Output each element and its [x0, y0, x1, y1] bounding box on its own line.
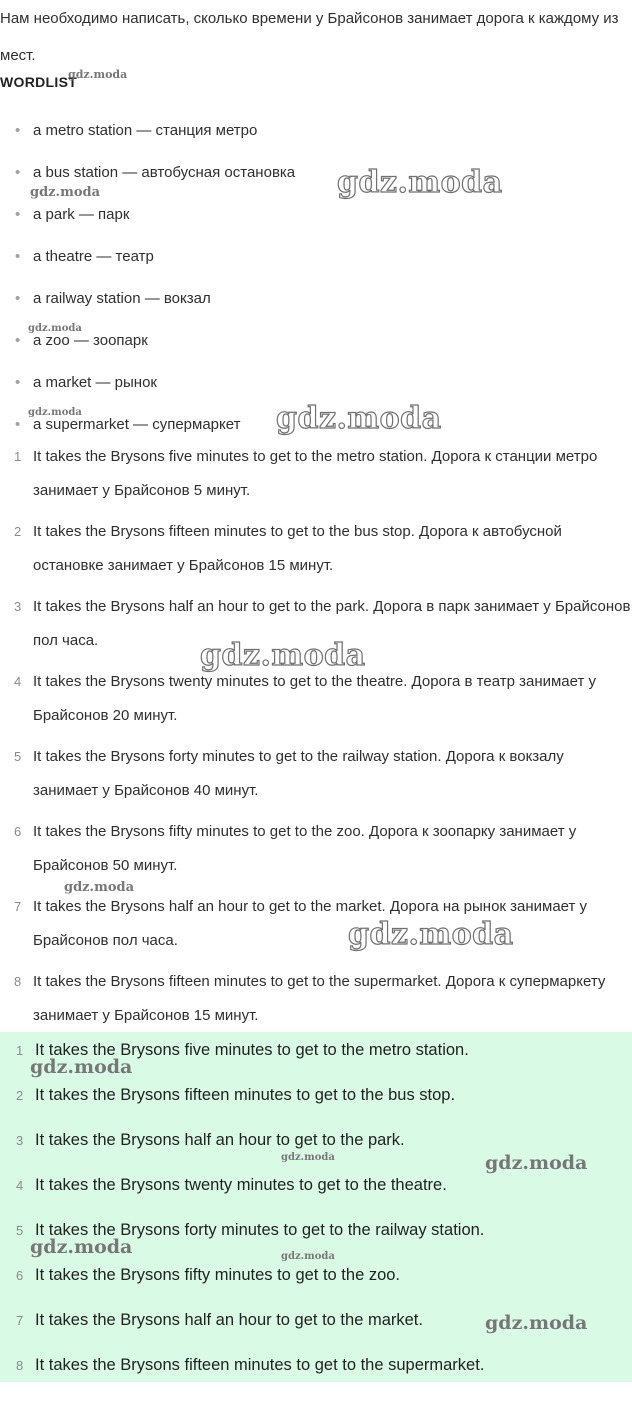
wordlist-item: • a park — парк [15, 206, 130, 223]
watermark: gdz.moda [30, 185, 101, 200]
watermark: gdz.moda [200, 638, 366, 673]
bullet-icon: • [15, 164, 21, 181]
watermark: gdz.moda [281, 1251, 335, 1262]
answer-item: 5 It takes the Brysons forty minutes to get to the railway station. [16, 1221, 485, 1239]
item-number: 5 [16, 1223, 24, 1238]
sentence-item: 1 It takes the Brysons five minutes to get to the metro station. Дорога к станции метро занимает у Брайсонов 5 минут. [33, 440, 631, 508]
wordlist-item: • a metro station — станция метро [15, 122, 258, 139]
sentence-item: 7 It takes the Brysons half an hour to get to the market. Дорога на рынок занимает у Брайсонов пол часа. [33, 890, 631, 958]
item-number: 3 [16, 1133, 24, 1148]
watermark: gdz.moda [485, 1312, 588, 1334]
bullet-icon: • [15, 122, 21, 139]
bullet-icon: • [15, 332, 21, 349]
item-number: 2 [14, 524, 22, 539]
answer-item: 2 It takes the Brysons fifteen minutes to get to the bus stop. [16, 1086, 456, 1104]
answer-item: 8 It takes the Brysons fifteen minutes to get to the supermarket. [16, 1356, 485, 1374]
watermark: gdz.moda [348, 917, 514, 952]
wordlist-item: • a supermarket — супермаркет [15, 416, 241, 433]
watermark: gdz.moda [281, 1152, 335, 1163]
wordlist-item: • a market — рынок [15, 374, 157, 391]
item-number: 4 [14, 674, 22, 689]
watermark: gdz.moda [28, 323, 82, 334]
wordlist-item: • a railway station — вокзал [15, 290, 211, 307]
watermark: gdz.moda [276, 401, 442, 436]
item-number: 7 [16, 1313, 24, 1328]
wordlist-item: • a bus station — автобусная остановка [15, 164, 296, 181]
item-number: 6 [14, 824, 22, 839]
watermark: gdz.moda [28, 407, 82, 418]
wordlist-item: • a zoo — зоопарк [15, 332, 148, 349]
sentence-item: 6 It takes the Brysons fifty minutes to get to the zoo. Дорога к зоопарку занимает у Брайсонов 50 минут. [33, 815, 631, 883]
watermark: gdz.moda [64, 880, 135, 895]
answer-item: 3 It takes the Brysons half an hour to get to the park. [16, 1131, 405, 1149]
watermark: gdz.moda [30, 1236, 133, 1258]
bullet-icon: • [15, 248, 21, 265]
answer-item: 1 It takes the Brysons five minutes to get to the metro station. [16, 1041, 469, 1059]
answer-item: 6 It takes the Brysons fifty minutes to get to the zoo. [16, 1266, 401, 1284]
bullet-icon: • [15, 206, 21, 223]
sentence-item: 4 It takes the Brysons twenty minutes to get to the theatre. Дорога в театр занимает у Брайсонов 20 минут. [33, 665, 631, 733]
bullet-icon: • [15, 290, 21, 307]
answer-item: 4 It takes the Brysons twenty minutes to get to the theatre. [16, 1176, 447, 1194]
watermark: gdz.moda [30, 1056, 133, 1078]
sentence-item: 3 It takes the Brysons half an hour to get to the park. Дорога в парк занимает у Брайсонов пол часа. [33, 590, 631, 658]
bullet-icon: • [15, 374, 21, 391]
intro-text: Нам необходимо написать, сколько времени у Брайсонов занимает дорога к каждому из мест. [0, 10, 619, 64]
item-number: 2 [16, 1088, 24, 1103]
item-number: 8 [16, 1358, 24, 1373]
watermark: gdz.moda [337, 165, 503, 200]
sentence-item: 2 It takes the Brysons fifteen minutes to get to the bus stop. Дорога к автобусной остановке занимает у Брайсонов 15 минут. [33, 515, 631, 583]
item-number: 1 [14, 449, 22, 464]
item-number: 1 [16, 1043, 24, 1058]
watermark: gdz.moda [485, 1152, 588, 1174]
bullet-icon: • [15, 416, 21, 433]
item-number: 7 [14, 899, 22, 914]
item-number: 3 [14, 599, 22, 614]
wordlist-heading: WORDLIST [0, 74, 78, 90]
sentence-item: 8 It takes the Brysons fifteen minutes to get to the supermarket. Дорога к супермаркету занимает у Брайсонов 15 минут. [33, 965, 631, 1033]
watermark: gdz.moda [68, 68, 128, 81]
sentence-item: 5 It takes the Brysons forty minutes to get to the railway station. Дорога к вокзалу занимает у Брайсонов 40 минут. [33, 740, 631, 808]
answer-item: 7 It takes the Brysons half an hour to get to the market. [16, 1311, 423, 1329]
item-number: 8 [14, 974, 22, 989]
item-number: 5 [14, 749, 22, 764]
item-number: 4 [16, 1178, 24, 1193]
item-number: 6 [16, 1268, 24, 1283]
wordlist-item: • a theatre — театр [15, 248, 154, 265]
